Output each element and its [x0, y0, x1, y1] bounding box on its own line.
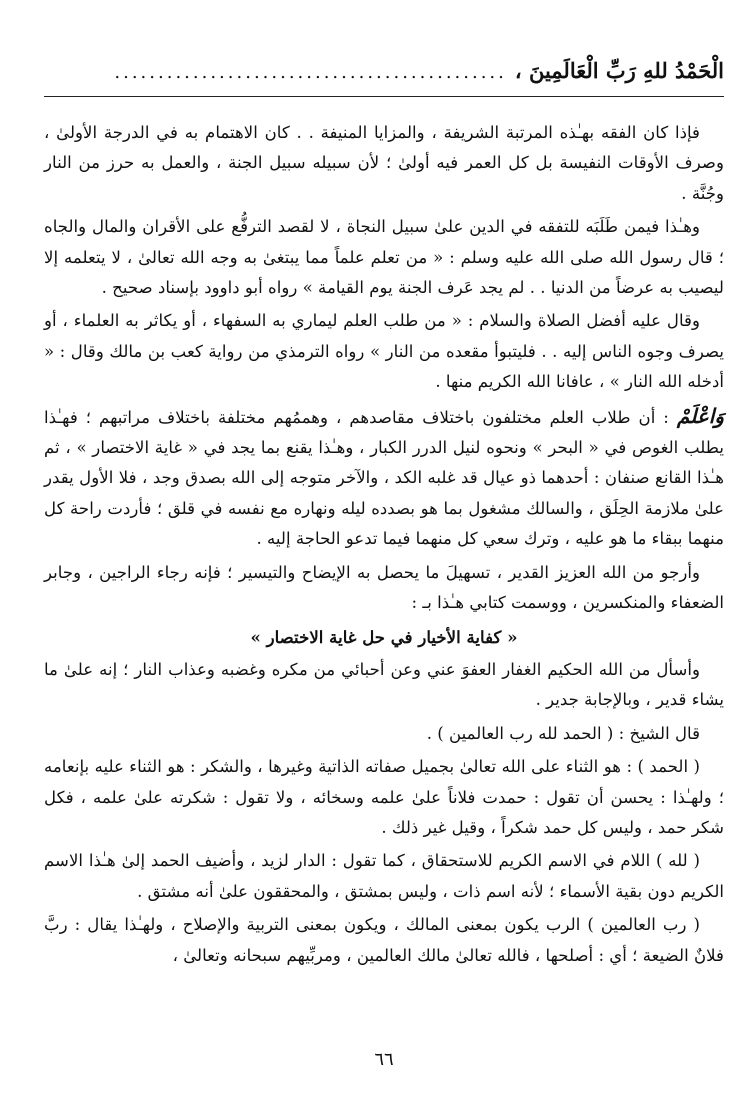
book-title: « كفاية الأخيار في حل غاية الاختصار » — [250, 626, 518, 647]
page-body — [44, 118, 724, 974]
running-header — [44, 58, 724, 92]
book-page — [44, 58, 724, 1098]
paragraph-9: ( لله ) اللام في الاسم الكريم للاستحقاق ، كما تقول : الدار لزيد ، وأضيف الحمد إلىٰ هـٰذا الاسم الكريم دون بقية الأسماء ؛ لأنه اسم ذات ، وليس بمشتق ، والمحققون علىٰ أنه مشتق . — [44, 851, 724, 901]
paragraph-1: فإذا كان الفقه بهـٰذه المرتبة الشريفة ، والمزايا المنيفة . . كان الاهتمام به في الدرجة الأولىٰ ، وصرف الأوقات النفيسة بل كل العمر فيه أولىٰ ؛ لأن سبيله سبيل الجنة ، والعمل به حرز من النار وجُنَّة . — [44, 123, 724, 203]
paragraph-6: وأسأل من الله الحكيم الغفار العفوَ عني وعن أحبائي من مكره وغضبه وعذاب النار ؛ إنه علىٰ ما يشاء قدير ، وبالإجابة جدير . — [44, 659, 724, 710]
page-number: ٦٦ — [374, 1049, 394, 1070]
paragraph-4 — [44, 401, 724, 555]
paragraph-2: وهـٰذا فيمن طَلَبَه للتفقه في الدين علىٰ سبيل النجاة ، لا لقصد الترفُّع على الأقران والمال والجاه ؛ قال رسول الله صلى الله عليه وسلم : « من تعلم علماً مما يبتغىٰ به وجه الله تعالىٰ ، لا يتعلمه إلا ليصيب به عرضاً من الدنيا . . لم يجد عَرف الجنة يوم القيامة » رواه أبو داوود بإسناد صحيح . — [44, 217, 724, 298]
running-title: الْحَمْدُ للهِ رَبِّ الْعَالَمِينَ ، — [514, 58, 724, 83]
paragraph-4-text: : أن طلاب العلم مختلفون باختلاف مقاصدهم ، وهممُهم مختلفة باختلاف مراتبهم ؛ فهـٰذا يطلب الغوص في « البحر » ونحوه لنيل الدرر الكبار ، وهـٰذا يقنع بما يجد في « غاية الاختصار » ، ثم هـٰذا القانع صنفان : أحدهما ذو عيال قد غلبه الكد ، والآخر متوجه إلى الله بصدق وجد ، فلا الأول يقدر علىٰ ملازمة الحِلَق ، والسالك مشغول بما هو بصدده ليله ونهاره مع نفسه في قلق ؛ فأردت راحة كل منهما ببقاء ما هو عليه ، وترك سعي كل منهما فيما تدعو الحاجة إليه . — [44, 407, 724, 549]
paragraph-3: وقال عليه أفضل الصلاة والسلام : « من طلب العلم ليماري به السفهاء ، أو يكاثر به العلماء ، أو يصرف وجوه الناس إليه . . فليتبوأ مقعده من النار » رواه الترمذي من رواية كعب بن مالك وقال : « أدخله الله النار » ، عافانا الله الكريم منها . — [44, 311, 724, 392]
paragraph-5: وأرجو من الله العزيز القدير ، تسهيلَ ما يحصل به الإيضاح والتيسير ؛ فإنه رجاء الراجين ، وجابر الضعفاء والمنكسرين ، ووسمت كتابي هـٰذا بـ : — [44, 562, 724, 613]
header-rule — [44, 96, 724, 97]
paragraph-8: ( الحمد ) : هو الثناء على الله تعالىٰ بجميل صفاته الذاتية وغيرها ، والشكر : هو الثناء عليه بإنعامه ؛ ولهـٰذا : يحسن أن تقول : حمدت فلاناً علىٰ علمه وسخائه ، ولا تقول : شكرته علىٰ علمه ، فكل شكر حمد ، وليس كل حمد شكراً ، وقيل غير ذلك . — [44, 757, 724, 837]
header-leader-dots: ............................................. — [114, 62, 507, 83]
paragraph-10: ( رب العالمين ) الرب يكون بمعنى المالك ، ويكون بمعنى التربية والإصلاح ، ولهـٰذا يقال : ربَّ فلانٌ الضيعة ؛ أي : أصلحها ، فالله تعالىٰ مالك العالمين ، ومربِّيهم سبحانه وتعالىٰ ، — [44, 915, 724, 965]
paragraph-7: قال الشيخ : ( الحمد لله رب العالمين ) . — [426, 723, 700, 743]
calligraphy-heading: وَاعْلَمْ — [676, 403, 724, 428]
